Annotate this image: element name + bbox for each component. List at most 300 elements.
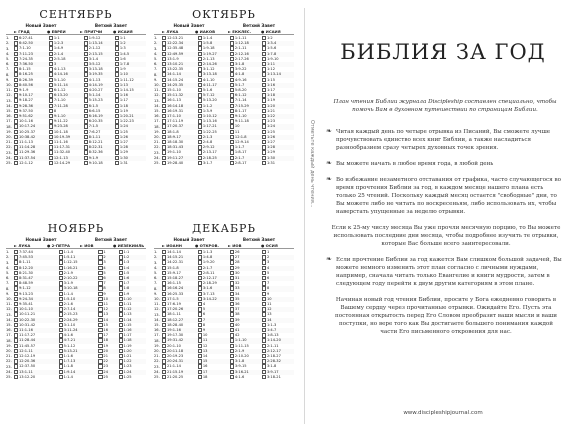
checkbox-icon[interactable] — [84, 135, 88, 139]
checkbox-icon[interactable] — [262, 46, 266, 50]
checkbox-icon[interactable] — [162, 354, 166, 358]
checkbox-icon[interactable] — [115, 52, 119, 56]
checkbox-icon[interactable] — [14, 46, 18, 50]
passage-cell[interactable] — [119, 375, 146, 380]
checkbox-icon[interactable] — [49, 98, 53, 102]
checkbox-icon[interactable] — [262, 338, 266, 342]
checkbox-icon[interactable] — [59, 354, 63, 358]
checkbox-icon[interactable] — [262, 307, 266, 311]
checkbox-icon[interactable] — [84, 130, 88, 134]
site-url[interactable]: www.discipleshipjournal.com — [403, 410, 483, 416]
checkbox-icon[interactable] — [115, 104, 119, 108]
checkbox-icon[interactable] — [162, 52, 166, 56]
checkbox-icon[interactable] — [59, 260, 63, 264]
checkbox-icon[interactable] — [14, 93, 18, 97]
checkbox-icon[interactable] — [198, 271, 202, 275]
checkbox-icon[interactable] — [162, 161, 166, 165]
checkbox-icon[interactable] — [162, 124, 166, 128]
checkbox-icon[interactable] — [198, 57, 202, 61]
checkbox-icon[interactable] — [49, 41, 53, 45]
checkbox-icon[interactable] — [14, 145, 18, 149]
checkbox-icon[interactable] — [84, 124, 88, 128]
checkbox-icon[interactable] — [198, 78, 202, 82]
checkbox-icon[interactable] — [14, 312, 18, 316]
checkbox-icon[interactable] — [14, 130, 18, 134]
checkbox-icon[interactable] — [198, 98, 202, 102]
passage-cell[interactable] — [230, 375, 262, 380]
checkbox-icon[interactable] — [262, 375, 266, 379]
checkbox-icon[interactable] — [230, 72, 234, 76]
checkbox-icon[interactable] — [162, 302, 166, 306]
checkbox-icon[interactable] — [84, 62, 88, 66]
checkbox-icon[interactable] — [49, 114, 53, 118]
checkbox-icon[interactable] — [14, 62, 18, 66]
checkbox-icon[interactable] — [59, 375, 63, 379]
checkbox-icon[interactable] — [262, 318, 266, 322]
checkbox-icon[interactable] — [198, 302, 202, 306]
checkbox-icon[interactable] — [162, 72, 166, 76]
checkbox-icon[interactable] — [14, 119, 18, 123]
checkbox-icon[interactable] — [162, 338, 166, 342]
passage-cell[interactable] — [262, 375, 294, 380]
checkbox-icon[interactable] — [262, 161, 266, 165]
checkbox-icon[interactable] — [262, 88, 266, 92]
checkbox-icon[interactable] — [14, 364, 18, 368]
checkbox-icon[interactable] — [198, 250, 202, 254]
checkbox-icon[interactable] — [162, 364, 166, 368]
checkbox-icon[interactable] — [262, 78, 266, 82]
checkbox-icon[interactable] — [198, 286, 202, 290]
checkbox-icon[interactable] — [119, 344, 123, 348]
checkbox-icon[interactable] — [84, 140, 88, 144]
checkbox-icon[interactable] — [162, 46, 166, 50]
checkbox-icon[interactable] — [115, 140, 119, 144]
checkbox-icon[interactable] — [230, 104, 234, 108]
checkbox-icon[interactable] — [115, 78, 119, 82]
checkbox-icon[interactable] — [262, 83, 266, 87]
checkbox-icon[interactable] — [84, 161, 88, 165]
checkbox-icon[interactable] — [162, 78, 166, 82]
checkbox-icon[interactable] — [115, 124, 119, 128]
checkbox-icon[interactable] — [198, 297, 202, 301]
checkbox-icon[interactable] — [49, 88, 53, 92]
checkbox-icon[interactable] — [49, 156, 53, 160]
checkbox-icon[interactable] — [162, 370, 166, 374]
checkbox-icon[interactable] — [262, 354, 266, 358]
checkbox-icon[interactable] — [198, 255, 202, 259]
checkbox-icon[interactable] — [14, 307, 18, 311]
checkbox-icon[interactable] — [198, 318, 202, 322]
checkbox-icon[interactable] — [14, 114, 18, 118]
checkbox-icon[interactable] — [230, 328, 234, 332]
checkbox-icon[interactable] — [59, 344, 63, 348]
checkbox-icon[interactable] — [198, 150, 202, 154]
checkbox-icon[interactable] — [162, 36, 166, 40]
checkbox-icon[interactable] — [262, 364, 266, 368]
checkbox-icon[interactable] — [14, 140, 18, 144]
checkbox-icon[interactable] — [14, 292, 18, 296]
checkbox-icon[interactable] — [84, 114, 88, 118]
checkbox-icon[interactable] — [59, 318, 63, 322]
checkbox-icon[interactable] — [230, 333, 234, 337]
checkbox-icon[interactable] — [14, 286, 18, 290]
checkbox-icon[interactable] — [162, 307, 166, 311]
checkbox-icon[interactable] — [230, 370, 234, 374]
checkbox-icon[interactable] — [162, 93, 166, 97]
checkbox-icon[interactable] — [230, 318, 234, 322]
checkbox-icon[interactable] — [49, 62, 53, 66]
checkbox-icon[interactable] — [119, 266, 123, 270]
checkbox-icon[interactable] — [162, 130, 166, 134]
checkbox-icon[interactable] — [262, 359, 266, 363]
checkbox-icon[interactable] — [230, 98, 234, 102]
checkbox-icon[interactable] — [262, 140, 266, 144]
checkbox-icon[interactable] — [262, 130, 266, 134]
checkbox-icon[interactable] — [115, 93, 119, 97]
checkbox-icon[interactable] — [162, 292, 166, 296]
checkbox-icon[interactable] — [115, 98, 119, 102]
checkbox-icon[interactable] — [84, 46, 88, 50]
checkbox-icon[interactable] — [119, 307, 123, 311]
checkbox-icon[interactable] — [59, 297, 63, 301]
checkbox-icon[interactable] — [14, 328, 18, 332]
checkbox-icon[interactable] — [49, 57, 53, 61]
checkbox-icon[interactable] — [14, 344, 18, 348]
checkbox-icon[interactable] — [162, 119, 166, 123]
checkbox-icon[interactable] — [198, 307, 202, 311]
checkbox-icon[interactable] — [14, 250, 18, 254]
checkbox-icon[interactable] — [198, 359, 202, 363]
checkbox-icon[interactable] — [84, 104, 88, 108]
checkbox-icon[interactable] — [59, 338, 63, 342]
passage-cell[interactable] — [98, 375, 118, 380]
checkbox-icon[interactable] — [198, 292, 202, 296]
checkbox-icon[interactable] — [14, 36, 18, 40]
checkbox-icon[interactable] — [84, 150, 88, 154]
checkbox-icon[interactable] — [262, 260, 266, 264]
checkbox-icon[interactable] — [198, 281, 202, 285]
checkbox-icon[interactable] — [262, 119, 266, 123]
checkbox-icon[interactable] — [230, 338, 234, 342]
checkbox-icon[interactable] — [198, 375, 202, 379]
checkbox-icon[interactable] — [230, 145, 234, 149]
checkbox-icon[interactable] — [59, 292, 63, 296]
checkbox-icon[interactable] — [49, 135, 53, 139]
checkbox-icon[interactable] — [262, 297, 266, 301]
checkbox-icon[interactable] — [198, 135, 202, 139]
checkbox-icon[interactable] — [230, 161, 234, 165]
checkbox-icon[interactable] — [119, 297, 123, 301]
checkbox-icon[interactable] — [162, 276, 166, 280]
checkbox-icon[interactable] — [198, 140, 202, 144]
checkbox-icon[interactable] — [230, 276, 234, 280]
checkbox-icon[interactable] — [230, 307, 234, 311]
checkbox-icon[interactable] — [59, 266, 63, 270]
checkbox-icon[interactable] — [115, 88, 119, 92]
checkbox-icon[interactable] — [230, 150, 234, 154]
checkbox-icon[interactable] — [84, 88, 88, 92]
checkbox-icon[interactable] — [230, 349, 234, 353]
checkbox-icon[interactable] — [198, 67, 202, 71]
checkbox-icon[interactable] — [59, 312, 63, 316]
checkbox-icon[interactable] — [230, 292, 234, 296]
checkbox-icon[interactable] — [84, 57, 88, 61]
checkbox-icon[interactable] — [198, 119, 202, 123]
checkbox-icon[interactable] — [262, 57, 266, 61]
passage-cell[interactable] — [230, 161, 262, 166]
checkbox-icon[interactable] — [198, 323, 202, 327]
checkbox-icon[interactable] — [198, 354, 202, 358]
checkbox-icon[interactable] — [115, 150, 119, 154]
checkbox-icon[interactable] — [59, 271, 63, 275]
checkbox-icon[interactable] — [14, 67, 18, 71]
checkbox-icon[interactable] — [162, 344, 166, 348]
checkbox-icon[interactable] — [59, 349, 63, 353]
checkbox-icon[interactable] — [119, 370, 123, 374]
checkbox-icon[interactable] — [198, 104, 202, 108]
checkbox-icon[interactable] — [84, 36, 88, 40]
checkbox-icon[interactable] — [162, 297, 166, 301]
checkbox-icon[interactable] — [198, 349, 202, 353]
checkbox-icon[interactable] — [115, 145, 119, 149]
checkbox-icon[interactable] — [162, 67, 166, 71]
checkbox-icon[interactable] — [162, 323, 166, 327]
passage-cell[interactable] — [59, 375, 99, 380]
checkbox-icon[interactable] — [198, 52, 202, 56]
checkbox-icon[interactable] — [230, 281, 234, 285]
checkbox-icon[interactable] — [49, 161, 53, 165]
checkbox-icon[interactable] — [59, 333, 63, 337]
checkbox-icon[interactable] — [49, 52, 53, 56]
checkbox-icon[interactable] — [198, 109, 202, 113]
checkbox-icon[interactable] — [230, 119, 234, 123]
checkbox-icon[interactable] — [230, 88, 234, 92]
checkbox-icon[interactable] — [115, 46, 119, 50]
checkbox-icon[interactable] — [262, 281, 266, 285]
checkbox-icon[interactable] — [119, 354, 123, 358]
passage-cell[interactable] — [198, 375, 230, 380]
checkbox-icon[interactable] — [115, 109, 119, 113]
checkbox-icon[interactable] — [230, 114, 234, 118]
checkbox-icon[interactable] — [262, 109, 266, 113]
checkbox-icon[interactable] — [115, 119, 119, 123]
checkbox-icon[interactable] — [119, 260, 123, 264]
checkbox-icon[interactable] — [84, 41, 88, 45]
checkbox-icon[interactable] — [14, 349, 18, 353]
checkbox-icon[interactable] — [262, 67, 266, 71]
checkbox-icon[interactable] — [14, 156, 18, 160]
checkbox-icon[interactable] — [230, 312, 234, 316]
checkbox-icon[interactable] — [162, 109, 166, 113]
checkbox-icon[interactable] — [198, 260, 202, 264]
checkbox-icon[interactable] — [14, 318, 18, 322]
checkbox-icon[interactable] — [162, 349, 166, 353]
checkbox-icon[interactable] — [59, 328, 63, 332]
checkbox-icon[interactable] — [262, 52, 266, 56]
checkbox-icon[interactable] — [262, 250, 266, 254]
passage-cell[interactable] — [162, 375, 198, 380]
checkbox-icon[interactable] — [162, 333, 166, 337]
checkbox-icon[interactable] — [119, 359, 123, 363]
checkbox-icon[interactable] — [14, 124, 18, 128]
checkbox-icon[interactable] — [119, 276, 123, 280]
checkbox-icon[interactable] — [119, 333, 123, 337]
checkbox-icon[interactable] — [230, 354, 234, 358]
checkbox-icon[interactable] — [262, 93, 266, 97]
checkbox-icon[interactable] — [119, 271, 123, 275]
checkbox-icon[interactable] — [59, 276, 63, 280]
checkbox-icon[interactable] — [84, 78, 88, 82]
checkbox-icon[interactable] — [162, 250, 166, 254]
checkbox-icon[interactable] — [49, 72, 53, 76]
checkbox-icon[interactable] — [162, 281, 166, 285]
checkbox-icon[interactable] — [198, 364, 202, 368]
checkbox-icon[interactable] — [59, 359, 63, 363]
checkbox-icon[interactable] — [162, 140, 166, 144]
checkbox-icon[interactable] — [262, 266, 266, 270]
checkbox-icon[interactable] — [14, 333, 18, 337]
checkbox-icon[interactable] — [198, 161, 202, 165]
checkbox-icon[interactable] — [262, 98, 266, 102]
checkbox-icon[interactable] — [230, 156, 234, 160]
checkbox-icon[interactable] — [162, 271, 166, 275]
checkbox-icon[interactable] — [262, 328, 266, 332]
checkbox-icon[interactable] — [14, 98, 18, 102]
checkbox-icon[interactable] — [14, 88, 18, 92]
checkbox-icon[interactable] — [59, 255, 63, 259]
checkbox-icon[interactable] — [14, 150, 18, 154]
checkbox-icon[interactable] — [198, 36, 202, 40]
checkbox-icon[interactable] — [59, 364, 63, 368]
checkbox-icon[interactable] — [198, 114, 202, 118]
checkbox-icon[interactable] — [49, 119, 53, 123]
checkbox-icon[interactable] — [115, 72, 119, 76]
checkbox-icon[interactable] — [198, 338, 202, 342]
checkbox-icon[interactable] — [84, 156, 88, 160]
checkbox-icon[interactable] — [59, 281, 63, 285]
checkbox-icon[interactable] — [115, 156, 119, 160]
checkbox-icon[interactable] — [162, 104, 166, 108]
checkbox-icon[interactable] — [162, 62, 166, 66]
checkbox-icon[interactable] — [162, 57, 166, 61]
checkbox-icon[interactable] — [14, 41, 18, 45]
checkbox-icon[interactable] — [262, 114, 266, 118]
checkbox-icon[interactable] — [162, 255, 166, 259]
checkbox-icon[interactable] — [198, 41, 202, 45]
checkbox-icon[interactable] — [119, 375, 123, 379]
checkbox-icon[interactable] — [198, 344, 202, 348]
checkbox-icon[interactable] — [49, 145, 53, 149]
checkbox-icon[interactable] — [59, 302, 63, 306]
checkbox-icon[interactable] — [198, 370, 202, 374]
checkbox-icon[interactable] — [14, 323, 18, 327]
checkbox-icon[interactable] — [49, 83, 53, 87]
checkbox-icon[interactable] — [119, 349, 123, 353]
checkbox-icon[interactable] — [119, 281, 123, 285]
checkbox-icon[interactable] — [84, 52, 88, 56]
passage-cell[interactable] — [162, 161, 198, 166]
checkbox-icon[interactable] — [262, 370, 266, 374]
checkbox-icon[interactable] — [162, 375, 166, 379]
checkbox-icon[interactable] — [84, 145, 88, 149]
checkbox-icon[interactable] — [14, 161, 18, 165]
passage-cell[interactable] — [14, 161, 49, 166]
checkbox-icon[interactable] — [262, 36, 266, 40]
checkbox-icon[interactable] — [84, 67, 88, 71]
passage-cell[interactable] — [14, 375, 59, 380]
checkbox-icon[interactable] — [14, 255, 18, 259]
checkbox-icon[interactable] — [198, 124, 202, 128]
checkbox-icon[interactable] — [14, 78, 18, 82]
checkbox-icon[interactable] — [115, 130, 119, 134]
checkbox-icon[interactable] — [230, 344, 234, 348]
checkbox-icon[interactable] — [162, 260, 166, 264]
checkbox-icon[interactable] — [262, 292, 266, 296]
checkbox-icon[interactable] — [14, 260, 18, 264]
checkbox-icon[interactable] — [198, 62, 202, 66]
checkbox-icon[interactable] — [162, 312, 166, 316]
checkbox-icon[interactable] — [49, 104, 53, 108]
checkbox-icon[interactable] — [14, 276, 18, 280]
checkbox-icon[interactable] — [59, 323, 63, 327]
checkbox-icon[interactable] — [198, 328, 202, 332]
checkbox-icon[interactable] — [14, 83, 18, 87]
checkbox-icon[interactable] — [14, 359, 18, 363]
checkbox-icon[interactable] — [14, 297, 18, 301]
checkbox-icon[interactable] — [262, 104, 266, 108]
checkbox-icon[interactable] — [49, 36, 53, 40]
checkbox-icon[interactable] — [198, 145, 202, 149]
checkbox-icon[interactable] — [115, 161, 119, 165]
checkbox-icon[interactable] — [198, 156, 202, 160]
checkbox-icon[interactable] — [162, 266, 166, 270]
checkbox-icon[interactable] — [49, 67, 53, 71]
checkbox-icon[interactable] — [59, 370, 63, 374]
checkbox-icon[interactable] — [84, 119, 88, 123]
checkbox-icon[interactable] — [198, 83, 202, 87]
checkbox-icon[interactable] — [262, 286, 266, 290]
checkbox-icon[interactable] — [230, 260, 234, 264]
checkbox-icon[interactable] — [230, 255, 234, 259]
checkbox-icon[interactable] — [230, 109, 234, 113]
checkbox-icon[interactable] — [84, 109, 88, 113]
checkbox-icon[interactable] — [162, 286, 166, 290]
checkbox-icon[interactable] — [119, 250, 123, 254]
checkbox-icon[interactable] — [262, 271, 266, 275]
checkbox-icon[interactable] — [262, 323, 266, 327]
checkbox-icon[interactable] — [230, 46, 234, 50]
checkbox-icon[interactable] — [230, 364, 234, 368]
checkbox-icon[interactable] — [262, 62, 266, 66]
checkbox-icon[interactable] — [14, 370, 18, 374]
checkbox-icon[interactable] — [59, 286, 63, 290]
checkbox-icon[interactable] — [230, 359, 234, 363]
checkbox-icon[interactable] — [162, 156, 166, 160]
checkbox-icon[interactable] — [84, 98, 88, 102]
checkbox-icon[interactable] — [262, 333, 266, 337]
checkbox-icon[interactable] — [262, 145, 266, 149]
checkbox-icon[interactable] — [230, 124, 234, 128]
checkbox-icon[interactable] — [198, 72, 202, 76]
checkbox-icon[interactable] — [84, 83, 88, 87]
checkbox-icon[interactable] — [230, 140, 234, 144]
checkbox-icon[interactable] — [14, 271, 18, 275]
checkbox-icon[interactable] — [162, 98, 166, 102]
passage-cell[interactable] — [115, 161, 146, 166]
checkbox-icon[interactable] — [119, 328, 123, 332]
checkbox-icon[interactable] — [119, 312, 123, 316]
passage-cell[interactable] — [262, 161, 294, 166]
